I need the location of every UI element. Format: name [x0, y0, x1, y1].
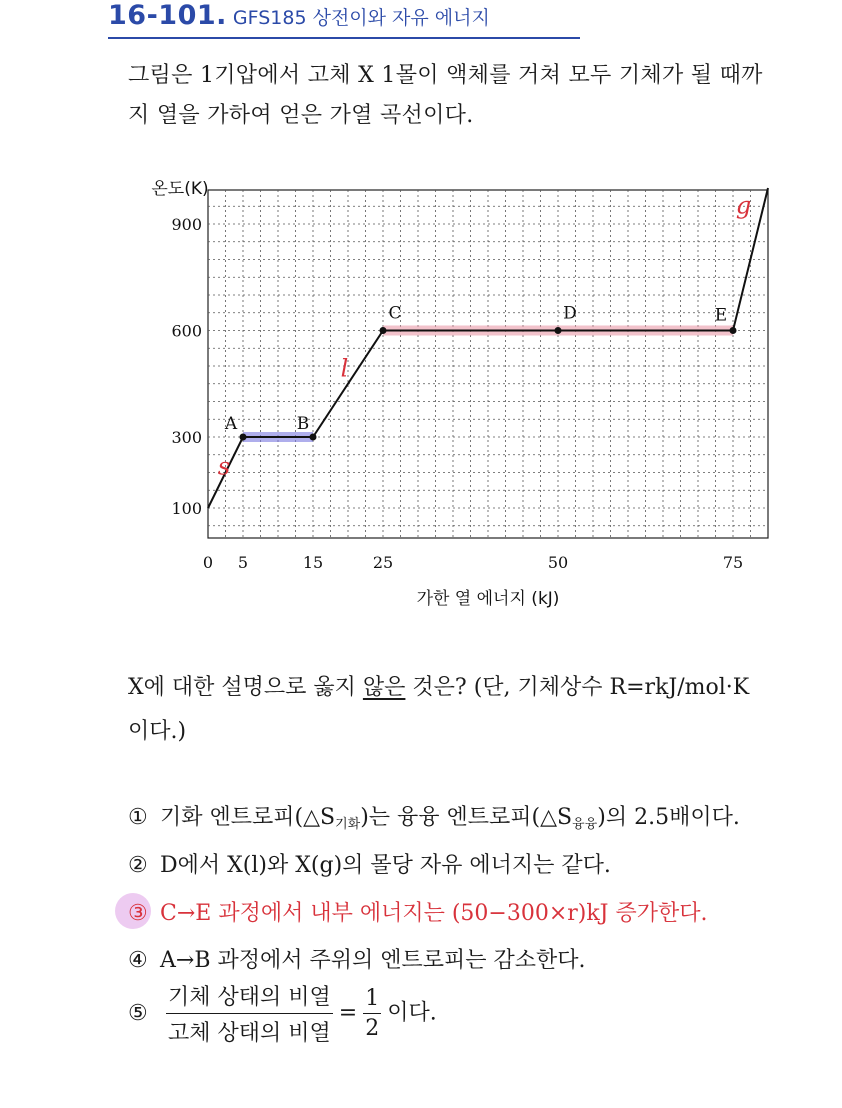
- question-text: [128, 666, 828, 754]
- point-d: [555, 327, 562, 334]
- option-5-number: ⑤: [128, 1000, 148, 1026]
- option-4-number: ④: [128, 948, 148, 973]
- point-label-d: D: [563, 303, 577, 324]
- question-line-2: 이다.): [128, 719, 187, 744]
- option-4-text: A→B 과정에서 주위의 엔트로피는 감소한다.: [160, 948, 586, 973]
- option-3-text: C→E 과정에서 내부 에너지는 (50−300×r)kJ 증가한다.: [160, 901, 708, 926]
- point-label-e: E: [714, 305, 728, 326]
- option-1-text-a: 기화 엔트로피(△S: [160, 805, 336, 830]
- point-label-a: A: [224, 414, 238, 434]
- option-5-half-top: 1: [363, 986, 381, 1014]
- intro-line-1: 그림은 1기압에서 고체 X 1몰이 액체를 거쳐 모두 기체가 될 때까: [128, 63, 763, 88]
- option-3-number: ③: [128, 901, 148, 926]
- option-4[interactable]: [128, 943, 586, 974]
- option-2[interactable]: [128, 848, 611, 879]
- problem-header: [108, 0, 490, 31]
- option-5-fraction: [166, 980, 333, 1047]
- y-tick-label: 600: [171, 321, 202, 341]
- option-5-tail: 이다.: [387, 1000, 437, 1026]
- header-underline: [108, 37, 580, 39]
- point-label-c: C: [388, 303, 402, 324]
- annotation-g: g: [735, 191, 752, 220]
- x-axis-label: 가한 열 에너지 (kJ): [416, 589, 560, 609]
- question-underlined: 않은: [362, 675, 406, 700]
- option-5[interactable]: [128, 980, 437, 1047]
- option-5-half-bottom: 2: [365, 1016, 380, 1041]
- y-axis-label: 온도(K): [151, 179, 209, 199]
- x-tick-label: 0: [202, 553, 214, 572]
- y-tick-label: 100: [171, 499, 202, 518]
- x-tick-label: 50: [547, 553, 569, 572]
- annotation-s: s: [217, 452, 231, 481]
- question-post: 것은? (단, 기체상수 R=rkJ/mol·K: [405, 675, 750, 700]
- problem-intro: [128, 56, 818, 136]
- option-2-text: D에서 X(l)와 X(g)의 몰당 자유 에너지는 같다.: [160, 853, 611, 878]
- problem-title: GFS185 상전이와 자유 에너지: [232, 7, 490, 29]
- y-tick-label: 300: [171, 428, 202, 447]
- option-1-sub-b: 융융: [572, 817, 598, 832]
- x-tick-label: 15: [302, 553, 324, 572]
- point-c: [380, 327, 387, 334]
- option-5-equals: =: [338, 1000, 358, 1026]
- option-1-number: ①: [128, 805, 148, 830]
- problem-number: 16-101.: [108, 0, 227, 31]
- option-2-number: ②: [128, 853, 148, 878]
- x-tick-label: 5: [237, 553, 249, 572]
- option-5-numerator: 기체 상태의 비열: [166, 980, 333, 1014]
- option-3[interactable]: [128, 896, 708, 927]
- annotation-l: l: [340, 354, 349, 383]
- option-1-sub-a: 기화: [335, 817, 361, 832]
- y-tick-label: 900: [171, 215, 202, 234]
- question-line-1: [128, 666, 828, 710]
- option-5-denominator: 고체 상태의 비열: [168, 1021, 331, 1046]
- heating-curve-chart: [110, 168, 790, 618]
- x-tick-label: 25: [372, 553, 394, 572]
- point-a: [240, 434, 247, 441]
- option-1-text-c: )의 2.5배이다.: [597, 805, 740, 830]
- option-1[interactable]: [128, 800, 740, 832]
- intro-line-2: 지 열을 가하여 얻은 가열 곡선이다.: [128, 103, 474, 128]
- point-e: [730, 327, 737, 334]
- question-pre: X에 대한 설명으로 옳지: [128, 675, 363, 700]
- point-b: [310, 434, 317, 441]
- option-1-text-b: )는 융융 엔트로피(△S: [360, 805, 573, 830]
- x-tick-label: 75: [722, 553, 744, 572]
- point-label-b: B: [296, 414, 310, 434]
- option-5-half: [363, 986, 381, 1041]
